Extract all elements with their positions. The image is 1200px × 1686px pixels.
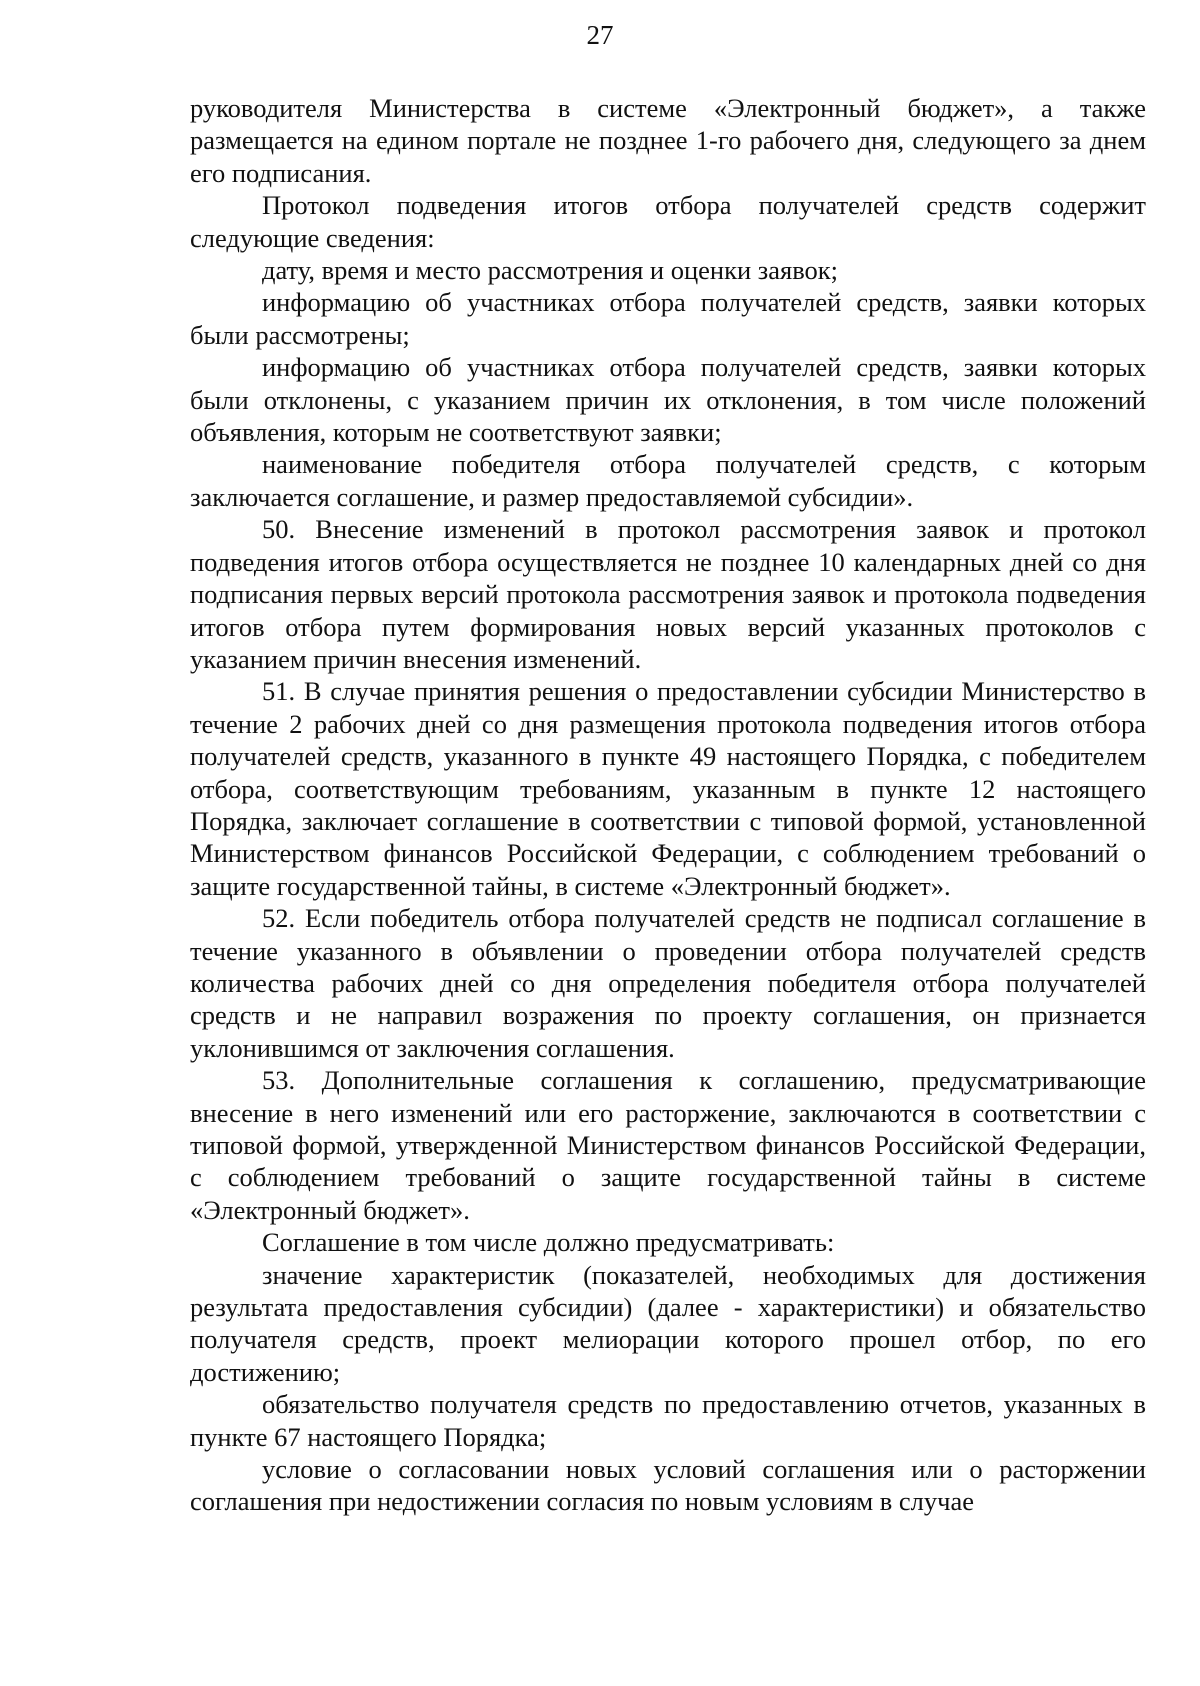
paragraph-clause-53: 53. Дополнительные соглашения к соглашению, предусматривающие внесение в него изменений или его расторжение, заключаются в соответствии с типовой формой, утвержденной Министерством финансов Российской Федерации, с соблюдением требований о защите государственной тайны в системе «Электронный бюджет». (190, 1065, 1146, 1225)
paragraph-list-item: обязательство получателя средств по предоставлению отчетов, указанных в пункте 67 настоящего Порядка; (190, 1389, 1146, 1452)
paragraph-agreement-intro: Соглашение в том числе должно предусматривать: (262, 1227, 835, 1258)
paragraph-protocol-contents: Протокол подведения итогов отбора получателей средств содержит следующие сведения: (190, 190, 1146, 253)
paragraph-clause-50: 50. Внесение изменений в протокол рассмотрения заявок и протокол подведения итогов отбора осуществляется не позднее 10 календарных дней со дня подписания первых версий протокола рассмотрения заявок и протокола подведения итогов отбора путем формирования новых версий указанных протоколов с указанием причин внесения изменений. (190, 514, 1146, 674)
page-number: 27 (586, 20, 614, 50)
paragraph-continuation: руководителя Министерства в системе «Электронный бюджет», а также размещается на едином портале не позднее 1-го рабочего дня, следующего за днем его подписания. (190, 93, 1146, 188)
paragraph-list-item: информацию об участниках отбора получателей средств, заявки которых были рассмотрены; (190, 287, 1146, 350)
paragraph-list-item: информацию об участниках отбора получателей средств, заявки которых были отклонены, с указанием причин их отклонения, в том числе положений объявления, которым не соответствуют заявки; (190, 352, 1146, 448)
document-body (190, 92, 1146, 1518)
paragraph-list-item: наименование победителя отбора получателей средств, с которым заключается соглашение, и размер предоставляемой субсидии». (190, 449, 1146, 512)
paragraph-list-item: условие о согласовании новых условий соглашения или о расторжении соглашения при недостижении согласия по новым условиям в случае (190, 1454, 1146, 1517)
paragraph-list-item: дату, время и место рассмотрения и оценки заявок; (262, 255, 839, 286)
paragraph-list-item: значение характеристик (показателей, необходимых для достижения результата предоставления субсидии) (далее - характеристики) и обязательство получателя средств, проект мелиорации которого прошел отбор, по его достижению; (190, 1259, 1146, 1387)
paragraph-clause-52: 52. Если победитель отбора получателей средств не подписал соглашение в течение указанного в объявлении о проведении отбора получателей средств количества рабочих дней со дня определения победителя отбора получателей средств и не направил возражения по проекту соглашения, он признается уклонившимся от заключения соглашения. (190, 903, 1146, 1063)
paragraph-clause-51: 51. В случае принятия решения о предоставлении субсидии Министерство в течение 2 рабочих дней со дня размещения протокола подведения итогов отбора получателей средств, указанного в пункте 49 настоящего Порядка, с победителем отбора, соответствующим требованиям, указанным в пункте 12 настоящего Порядка, заключает соглашение в соответствии с типовой формой, установленной Министерством финансов Российской Федерации, с соблюдением требований о защите государственной тайны, в системе «Электронный бюджет». (190, 676, 1146, 901)
